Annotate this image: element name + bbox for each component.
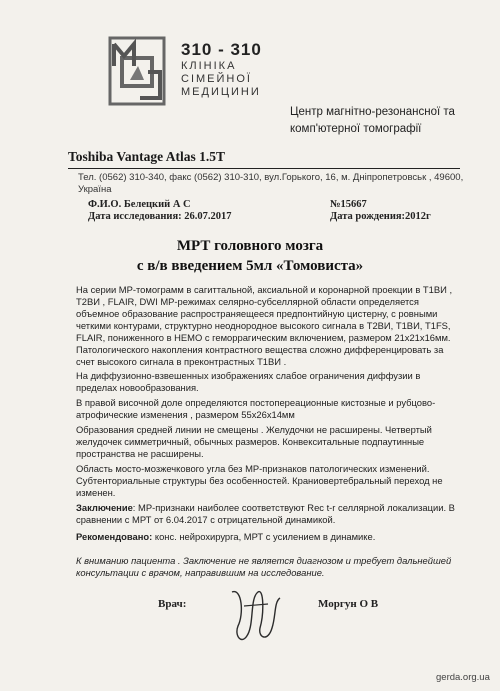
findings-paragraph-1: На серии МР-томограмм в сагиттальной, аксиальной и коронарной проекции в Т1ВИ , Т2ВИ , FLAIR, DWI МР-режимах селярно-субселлярной области определяется объемное образование распространяещееся предпонтийную цистерну, с ровными четкими контурами, структурно неоднородное высокого сигнала в Т2ВИ, Т1ВИ, T1FS, FLAIR, пониженного в HEMO с геморрагическим включением, размером 21х21х16мм. Патологического накопления контрастного вещества сложно дифференцировать за счет высокого сигнала в преконтрастных Т1ВИ .	[76, 284, 453, 367]
report-title: МРТ головного мозга	[176, 238, 324, 254]
source-watermark: gerda.org.ua	[436, 672, 490, 683]
record-number: №15667	[330, 199, 367, 210]
clinic-name-line-1: КЛІНІКА	[181, 60, 237, 72]
conclusion	[76, 502, 462, 526]
clinic-phone: 310 - 310	[181, 40, 262, 59]
conclusion-text: : МР-признаки наиболее соответствуют Rec t-r селлярной локализации. В сравнении с МРТ от 6.04.2017 с отрицательной динамикой.	[76, 502, 455, 525]
device-name: Toshiba Vantage Atlas 1.5T	[68, 149, 226, 164]
report-subtitle: с в/в введением 5мл «Томовиста»	[136, 258, 364, 274]
doctor-signature	[224, 584, 286, 654]
doctor-label: Врач:	[158, 598, 187, 610]
findings-paragraph-5: Область мосто-мозжечкового угла без МР-признаков патологических изменений. Субтенториальные структуры без особенностей. Краниовертебральный переход не изменен.	[76, 463, 443, 498]
center-name: Центр магнітно-резонансної та комп'ютерної томографії	[290, 106, 455, 135]
patient-disclaimer: К вниманию пациента . Заключение не является диагнозом и требует дальнейшей консультации с врачом, направившим на исследование.	[76, 555, 452, 578]
contacts: Тел. (0562) 310-340, факс (0562) 310-310, вул.Горького, 16, м. Дніпропетровськ , 49600, Україна	[78, 172, 464, 195]
clinic-name-line-3: МЕДИЦИНИ	[181, 86, 261, 98]
recommendation-text: конс. нейрохирурга, МРТ с усилением в динамике.	[152, 531, 376, 542]
patient-name: Ф.И.О. Белецкий А С	[88, 199, 191, 210]
recommendation	[76, 531, 462, 543]
clinic-name-line-2: СІМЕЙНОЇ	[181, 73, 252, 85]
exam-date: Дата исследования: 26.07.2017	[88, 211, 232, 222]
doctor-name: Моргун О В	[318, 598, 379, 610]
header-divider	[68, 168, 460, 169]
recommendation-label: Рекомендовано:	[76, 531, 153, 542]
clinic-logo	[108, 36, 166, 106]
findings-paragraph-4: Образования средней линии не смещены . Желудочки не расширены. Четвертый желудочек симметричный, обычных размеров. Конвекситальные подпаутинные пространства не расширены.	[76, 424, 432, 459]
conclusion-label: Заключение	[76, 502, 133, 513]
findings-paragraph-2: На диффузионно-взвешенных изображениях слабое ограничения диффузии в пределах новообразования.	[76, 370, 421, 393]
birth-date: Дата рождения:2012г	[330, 211, 431, 222]
findings-paragraph-3: В правой височной доле определяются постопереационные кистозные и рубцово-атрофические изменения , размером 55х26х14мм	[76, 397, 436, 420]
